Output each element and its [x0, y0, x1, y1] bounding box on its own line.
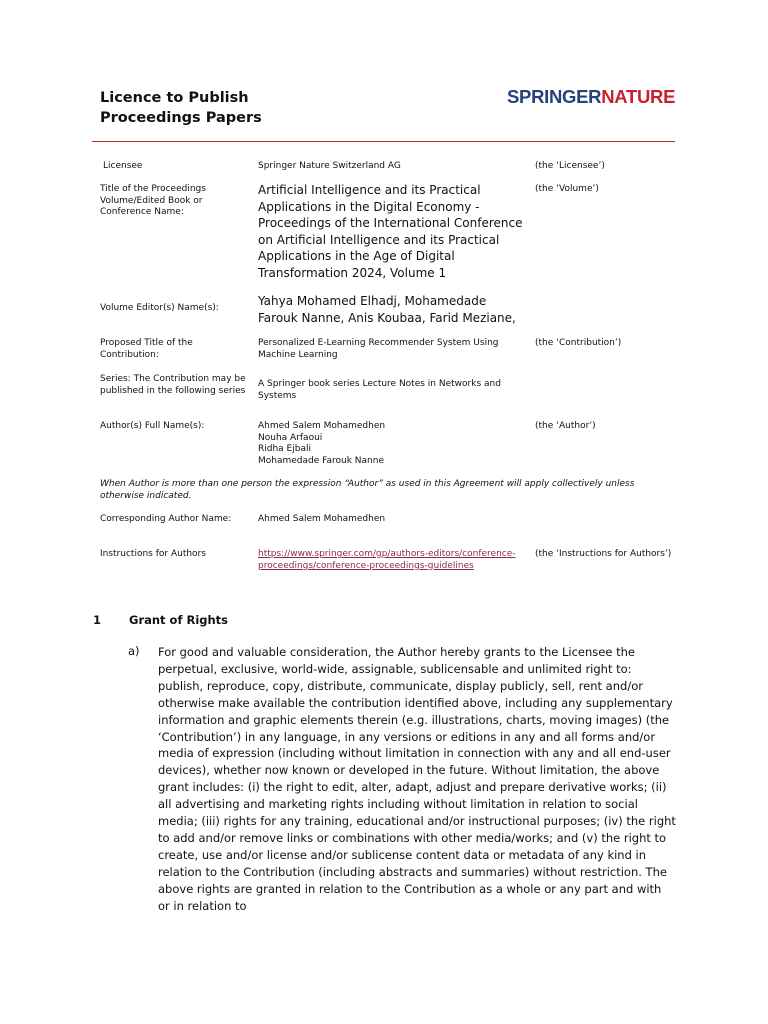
- contribution-label: Proposed Title of the Contribution:: [100, 338, 193, 360]
- clause-label: a): [128, 644, 140, 658]
- instructions-link[interactable]: https://www.springer.com/gp/authors-editors/conference-proceedings/conference-proceedings-guidelines: [258, 549, 516, 571]
- header-divider: [92, 141, 675, 142]
- corresponding-label: Corresponding Author Name:: [100, 514, 232, 524]
- volume-note: (the ‘Volume’): [535, 184, 599, 194]
- instructions-cell: [258, 549, 520, 572]
- title-line-1: Licence to Publish: [100, 90, 249, 106]
- title-line-2: Proceedings Papers: [100, 110, 262, 126]
- contribution-value: Personalized E-Learning Recommender System Using Machine Learning: [258, 338, 499, 360]
- section-title: Grant of Rights: [129, 613, 229, 627]
- volume-value: Artificial Intelligence and its Practical Applications in the Digital Economy - Proceedings of the International Conference on Artificial Intelligence and its Practical Applications in the Age of Digital Transformation 2024, Volume 1: [258, 183, 523, 280]
- volume-label: Title of the Proceedings Volume/Edited Book or Conference Name:: [100, 184, 206, 217]
- clause-text: For good and valuable consideration, the Author hereby grants to the Licensee the perpetual, exclusive, world-wide, assignable, sublicensable and unlimited right to: publish, reproduce, copy, distribute, communicate, display publicly, sell, rent and/or otherwise make available the contribution identified above, including any supplementary information and graphic elements therein (e.g. illustrations, charts, moving images) (the ‘Contribution’) in any language, in any versions or editions in any and all forms and/or media of expression (including without limitation in connection with any and all end-user devices), whether now known or developed in the future. Without limitation, the above grant includes: (i) the right to edit, alter, adapt, adjust and prepare derivative works; (ii) all advertising and marketing rights including without limitation in relation to social media; (iii) rights for any training, educational and/or instructional purposes; (iv) the right to add and/or remove links or combinations with other media/works; and (v) the right to create, use and/or license and/or sublicense content data or metadata of any kind in relation to the Contribution (including abstracts and summaries) without restriction. The above rights are granted in relation to the Contribution as a whole or any part and with or in relation to: [158, 645, 676, 913]
- series-value: A Springer book series Lecture Notes in Networks and Systems: [258, 379, 501, 401]
- authors-list: [258, 421, 526, 467]
- licensee-label: Licensee: [103, 161, 143, 171]
- licensee-note: (the ‘Licensee’): [535, 161, 605, 171]
- section-number: 1: [93, 613, 102, 627]
- instructions-note: (the ‘Instructions for Authors’): [535, 549, 672, 559]
- author-name: Ahmed Salem Mohamedhen: [258, 421, 386, 431]
- author-name: Mohamedade Farouk Nanne: [258, 455, 384, 466]
- authors-label: Author(s) Full Name(s):: [100, 421, 205, 431]
- series-label: Series: The Contribution may be published in the following series: [100, 374, 246, 396]
- document-title: [100, 88, 262, 128]
- instructions-label: Instructions for Authors: [100, 549, 206, 559]
- author-name: Nouha Arfaoui: [258, 432, 323, 443]
- contribution-note: (the ‘Contribution’): [535, 338, 622, 348]
- editors-label: Volume Editor(s) Name(s):: [100, 303, 219, 313]
- author-collective-note: When Author is more than one person the expression “Author” as used in this Agreement will apply collectively unless otherwise indicated.: [100, 479, 635, 501]
- corresponding-value: Ahmed Salem Mohamedhen: [258, 514, 386, 524]
- author-name: Ridha Ejbali: [258, 444, 311, 454]
- springer-nature-logo: SPRINGERNATURE: [507, 86, 676, 107]
- licensee-value: Springer Nature Switzerland AG: [258, 161, 401, 171]
- authors-note: (the ‘Author’): [535, 421, 596, 431]
- editors-value: Yahya Mohamed Elhadj, Mohamedade Farouk Nanne, Anis Koubaa, Farid Meziane,: [258, 294, 516, 325]
